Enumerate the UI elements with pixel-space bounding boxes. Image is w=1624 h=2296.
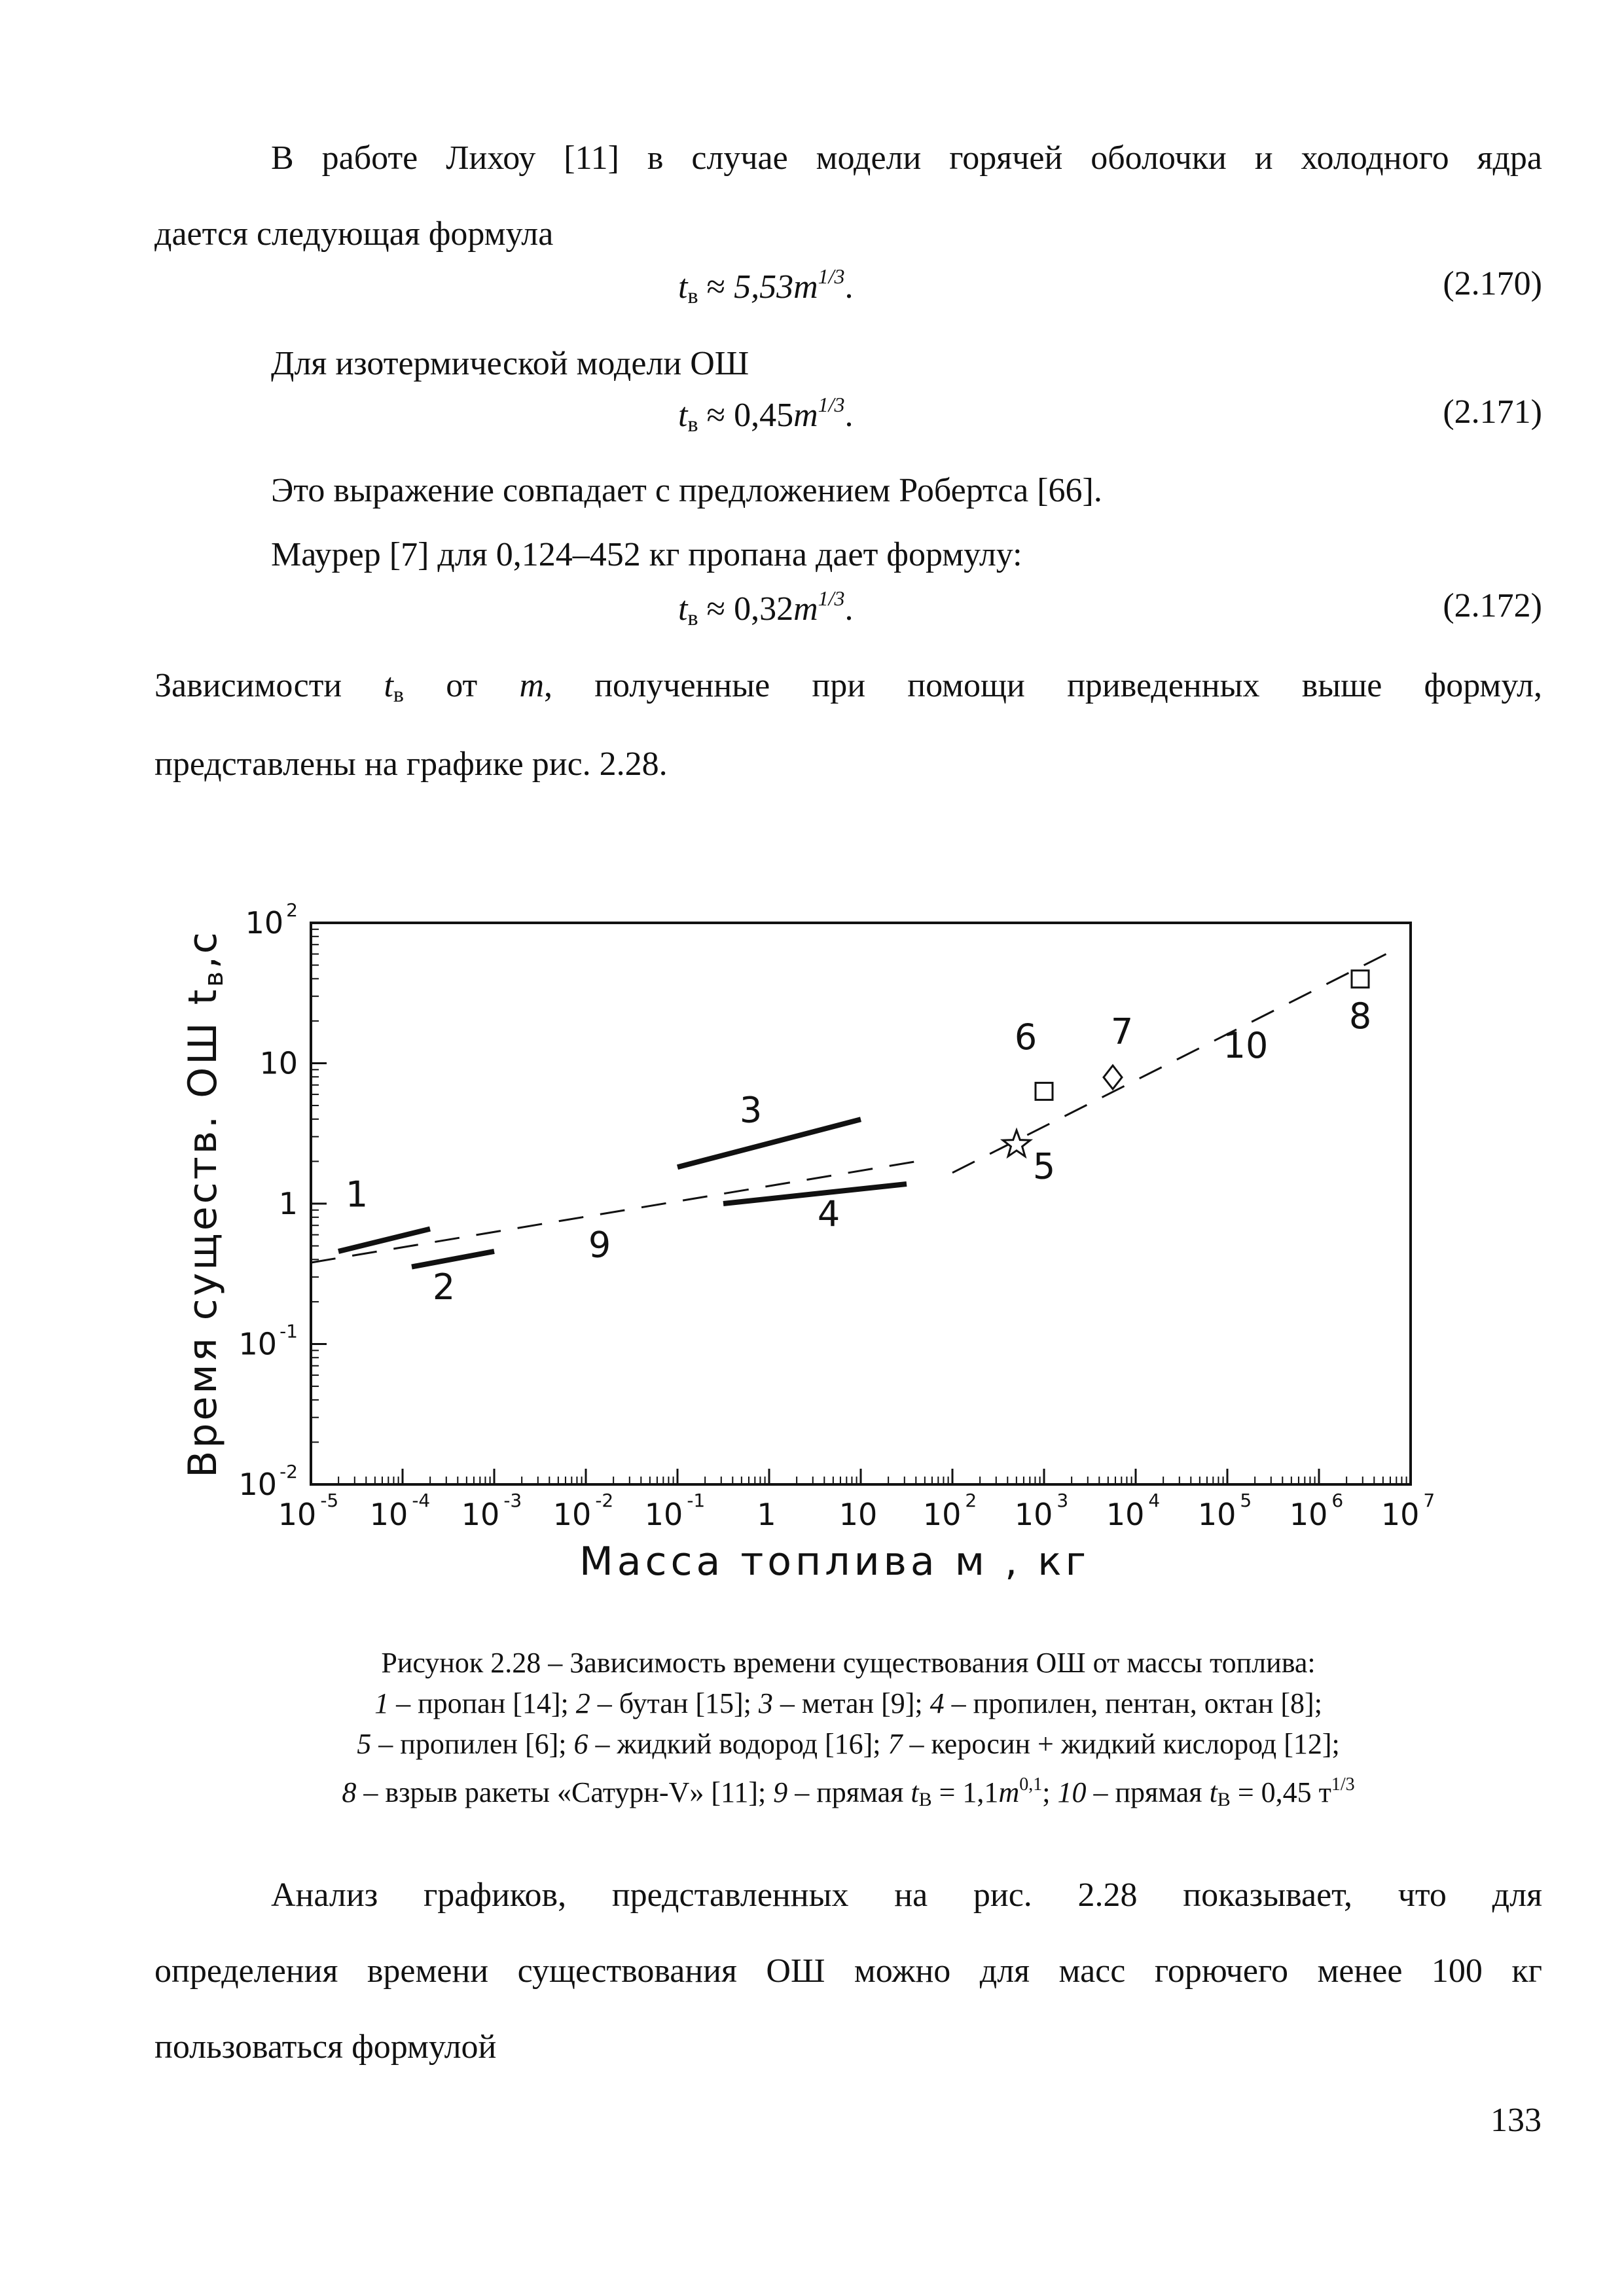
- cap-sep: ;: [1042, 1776, 1058, 1808]
- cap-n10: 10: [1057, 1776, 1087, 1808]
- eq2-approx: ≈: [706, 397, 726, 434]
- page-number: 133: [1490, 2102, 1542, 2139]
- cap-t5: – пропилен [6];: [371, 1728, 574, 1760]
- eq3-t-sub: в: [687, 606, 698, 630]
- cap-t8: – взрыв ракеты «Сатурн-V» [11];: [356, 1776, 774, 1808]
- x-tick-label: 10 $^5$: [1197, 1490, 1252, 1532]
- figure-caption: [154, 1643, 1542, 1820]
- equation-2-170: [154, 264, 1542, 323]
- caption-line-2: [154, 1683, 1542, 1724]
- eq3-exp: 1/3: [818, 586, 845, 610]
- cap-t7: – керосин + жидкий кислород [12];: [902, 1728, 1340, 1760]
- x-tick-label: 10 $^3$: [1014, 1490, 1069, 1532]
- cap-n6: 6: [573, 1728, 588, 1760]
- eq3-t: t: [678, 590, 688, 628]
- cap-n3: 3: [758, 1687, 773, 1719]
- eq1-t-sub: в: [687, 284, 698, 308]
- cap-f9-sub: B: [918, 1789, 932, 1810]
- equation-2-171-number: (2.171): [1443, 393, 1542, 431]
- eq2-t: t: [678, 397, 688, 434]
- eq2-t-sub: в: [687, 412, 698, 437]
- cap-t9: – прямая: [787, 1776, 911, 1808]
- cap-t4: – пропилен, пентан, октан [8];: [944, 1687, 1322, 1719]
- equation-2-170-number: (2.170): [1443, 265, 1542, 302]
- caption-title: Рисунок 2.28 – Зависимость времени существования ОШ от массы топлива:: [381, 1647, 1316, 1679]
- p5-rest: , полученные при помощи приведенных выше формул,: [544, 667, 1542, 704]
- caption-line-4: [154, 1765, 1542, 1820]
- equation-2-172-formula: $t_в \approx 0,32m^{1/3}$.: [678, 586, 854, 630]
- cap-f9-m: m: [998, 1776, 1020, 1808]
- x-tick-label: 10: [839, 1497, 878, 1532]
- chart-svg: [0, 890, 1624, 1584]
- axis-titles-group: [180, 929, 1090, 1584]
- x-tick-label: 10 $^6$: [1289, 1490, 1344, 1532]
- point-8-marker: [1352, 971, 1369, 988]
- cap-n4: 4: [929, 1687, 945, 1719]
- cap-f10-eq: = 0,45 т: [1230, 1776, 1331, 1808]
- cap-f9-eq: = 1,1: [931, 1776, 999, 1808]
- paragraph-5-line-2: представлены на графике рис. 2.28.: [154, 745, 668, 783]
- equation-2-171: [154, 393, 1542, 452]
- paragraph-6-line-2: определения времени существования ОШ можно для масс горючего менее 100 кг: [154, 1952, 1542, 1990]
- x-tick-label: 1: [757, 1497, 776, 1532]
- cap-f9-t: t: [911, 1776, 919, 1808]
- y-tick-label: 10: [259, 1045, 298, 1081]
- x-tick-label: 10 $^4$: [1106, 1490, 1161, 1532]
- eq1-approx: ≈: [706, 268, 726, 306]
- x-tick-label: 10 $^{-4}$: [369, 1490, 431, 1532]
- eq3-coef: 0,32: [734, 590, 794, 628]
- y-ticks-group: [239, 899, 327, 1502]
- paragraph-6-line-3: пользоваться формулой: [154, 2028, 497, 2066]
- curve-label-3: 3: [739, 1089, 763, 1131]
- y-tick-label: 10 $^2$: [245, 899, 298, 941]
- cap-f10-sub: B: [1217, 1789, 1231, 1810]
- cap-n1: 1: [374, 1687, 389, 1719]
- figure-2-28: [0, 890, 1624, 1584]
- x-tick-label: 10 $^{-1}$: [644, 1490, 706, 1532]
- series-group: [311, 951, 1392, 1267]
- curve-label-1: 1: [345, 1174, 369, 1215]
- curve-label-7: 7: [1110, 1011, 1134, 1052]
- x-tick-label: 10 $^{-2}$: [552, 1490, 614, 1532]
- cap-f9-exp: 0,1: [1019, 1774, 1043, 1795]
- curve-label-9: 9: [588, 1224, 611, 1266]
- eq1-m: m: [793, 268, 818, 306]
- point-7-marker: [1104, 1066, 1122, 1089]
- x-tick-label: 10 $^{-5}$: [278, 1490, 339, 1532]
- curve-label-8: 8: [1348, 995, 1372, 1037]
- p5-t: t: [384, 667, 393, 704]
- paragraph-5-line-1: [154, 648, 1542, 733]
- cap-f10-exp: 1/3: [1331, 1774, 1355, 1795]
- cap-n8: 8: [342, 1776, 357, 1808]
- caption-line-3: [154, 1724, 1542, 1765]
- paragraph-4: Маурер [7] для 0,124–452 кг пропана дает формулу:: [271, 536, 1022, 573]
- p5-word-a: Зависимости: [154, 667, 342, 704]
- eq1-t: t: [678, 268, 688, 306]
- cap-n2: 2: [575, 1687, 590, 1719]
- eq3-m: m: [793, 590, 818, 628]
- equation-2-172-number: (2.172): [1443, 587, 1542, 624]
- x-ticks-group: [278, 1469, 1435, 1532]
- cap-t6: – жидкий водород [16];: [588, 1728, 888, 1760]
- cap-f10-t: t: [1209, 1776, 1218, 1808]
- series-2-line: [412, 1251, 494, 1267]
- eq2-exp: 1/3: [818, 393, 845, 416]
- eq1-coef: 5,53: [734, 268, 794, 306]
- series-3-line: [677, 1119, 861, 1167]
- curve-label-4: 4: [817, 1193, 840, 1235]
- x-tick-label: 10 $^7$: [1380, 1490, 1435, 1532]
- x-axis-title: Масса топлива м , кг: [579, 1539, 1091, 1584]
- equation-2-170-formula: $t_в \approx 5,53m^{1/3}$.: [678, 264, 854, 308]
- y-tick-label: 10 $^{-1}$: [238, 1320, 298, 1362]
- plot-frame-group: [311, 923, 1411, 1484]
- curve-label-5: 5: [1032, 1145, 1056, 1187]
- paragraph-6-line-1: Анализ графиков, представленных на рис. 2.28 показывает, что для: [271, 1876, 1542, 1914]
- cap-t3: – метан [9];: [772, 1687, 930, 1719]
- cap-t10: – прямая: [1086, 1776, 1210, 1808]
- paragraph-1-line-1: В работе Лихоу [11] в случае модели горячей оболочки и холодного ядра: [271, 139, 1542, 177]
- cap-n9: 9: [773, 1776, 788, 1808]
- curve-label-6: 6: [1014, 1016, 1038, 1058]
- curve-label-2: 2: [432, 1266, 456, 1308]
- cap-t2: – бутан [15];: [590, 1687, 759, 1719]
- equation-2-172: [154, 586, 1542, 645]
- point-5-marker: [1003, 1130, 1030, 1157]
- equation-2-171-formula: $t_в \approx 0,45m^{1/3}$.: [678, 393, 854, 437]
- p5-t-sub: в: [393, 683, 404, 707]
- eq1-exp: 1/3: [818, 264, 845, 288]
- y-tick-label: 10 $^{-2}$: [238, 1461, 298, 1502]
- y-axis-title: Время существ. ОШ tв,с: [180, 929, 229, 1478]
- eq3-approx: ≈: [706, 590, 726, 628]
- p5-m: m: [519, 667, 544, 704]
- series-1-line: [338, 1229, 430, 1251]
- cap-t1: – пропан [14];: [389, 1687, 576, 1719]
- cap-n7: 7: [888, 1728, 903, 1760]
- p5-word-b: от: [446, 667, 478, 704]
- y-tick-label: 1: [278, 1186, 298, 1221]
- points-group: [1003, 971, 1372, 1157]
- plot-frame: [311, 923, 1411, 1484]
- cap-n5: 5: [357, 1728, 372, 1760]
- eq2-coef: 0,45: [734, 397, 794, 434]
- paragraph-3: Это выражение совпадает с предложением Робертса [66].: [271, 472, 1102, 509]
- series-4-line: [723, 1184, 907, 1204]
- eq2-m: m: [793, 397, 818, 434]
- labels-group: [346, 996, 1371, 1308]
- point-6-marker: [1036, 1083, 1053, 1100]
- x-tick-label: 10 $^{-3}$: [461, 1490, 522, 1532]
- paragraph-2: Для изотермической модели ОШ: [271, 345, 749, 382]
- paragraph-1-line-2: дается следующая формула: [154, 215, 554, 253]
- x-tick-label: 10 $^2$: [922, 1490, 977, 1532]
- curve-label-10: 10: [1223, 1024, 1269, 1066]
